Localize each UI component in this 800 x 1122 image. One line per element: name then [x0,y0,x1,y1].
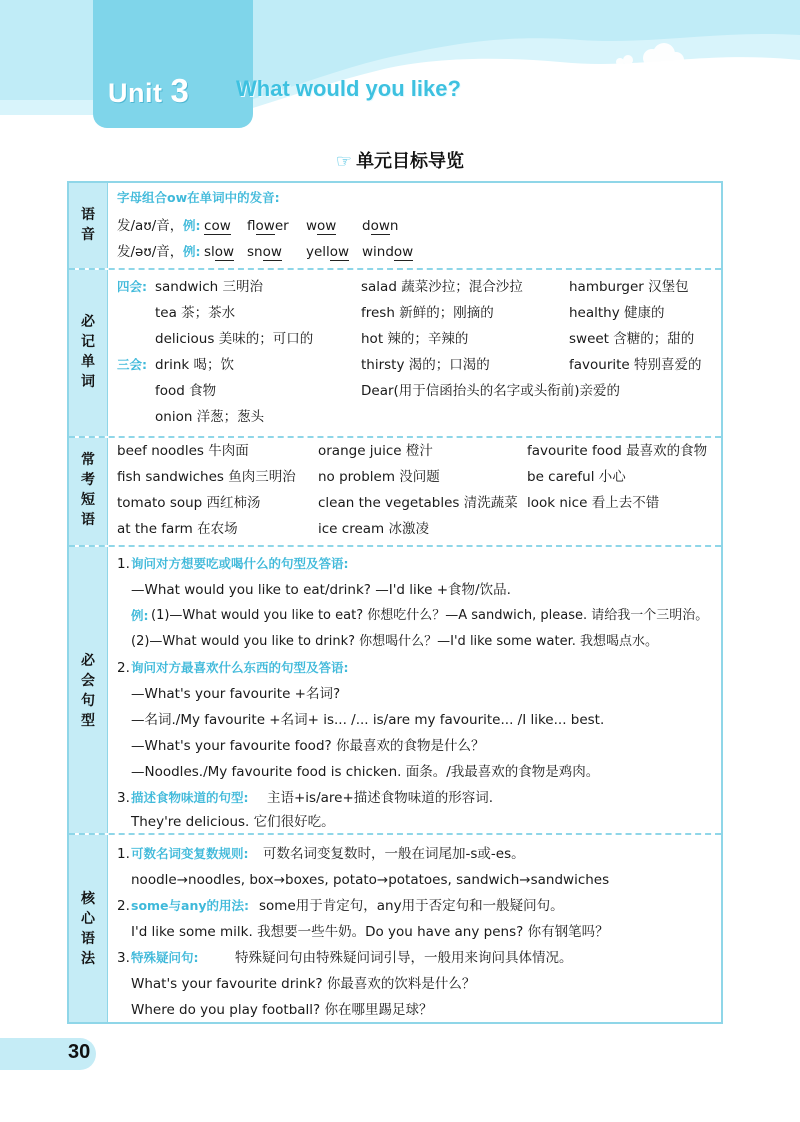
vocab-item: thirsty 渴的；口渴的 [361,357,490,373]
row-phrases [69,438,721,547]
grammar-rule: some用于肯定句，any用于否定句和一般疑问句。 [259,898,564,914]
vocab-item: hot 辣的；辛辣的 [361,331,469,347]
phonics-word: flower [247,218,289,234]
unit-label [108,72,189,110]
row-label: 必 记 单 词 [69,270,108,436]
vocab-item: onion 洋葱；葱头 [155,409,265,425]
vocab-item: sandwich 三明治 [155,279,263,295]
vocab-item: sweet 含糖的；甜的 [569,331,695,347]
unit-number: 3 [170,72,190,109]
phonics-word: yellow [306,244,350,260]
vocab-item: food 食物 [155,383,217,399]
three-skills-tag: 三会: [117,357,147,372]
pattern-line: —Noodles./My favourite food is chicken. 面条。/我最喜欢的食物是鸡肉。 [131,764,600,780]
vocab-item: fresh 新鲜的；刚摘的 [361,305,494,321]
pattern-line: 主语+is/are+描述食物味道的形容词. [267,790,494,806]
grammar-example: Where do you play football? 你在哪里踢足球？ [131,1002,433,1018]
row-vocabulary [69,270,721,438]
pattern-title: 询问对方最喜欢什么东西的句型及答语: [131,660,349,675]
phonics-word: window [362,244,414,260]
pattern-example: They're delicious. 它们很好吃。 [131,814,335,830]
row-label: 必 会 句 型 [69,547,108,833]
phonics-word: wow [306,218,337,234]
phonics-word: down [362,218,399,234]
phrase-item: look nice 看上去不错 [527,495,660,511]
grammar-rule: 可数名词变复数时，一般在词尾加-s或-es。 [263,846,525,862]
phrase-item: tomato soup 西红柿汤 [117,495,261,511]
phonics-sound-ou: 发/əʊ/音， [117,244,184,260]
vocab-item: Dear(用于信函抬头的名字或头衔前)亲爱的 [361,383,621,399]
unit-word: Unit [108,78,163,108]
phonics-intro: 字母组合ow在单词中的发音: [117,190,280,205]
row-grammar: 核 心 语 法 1. 可数名词变复数规则: 可数名词变复数时，一般在词尾加-s或-es。 noodle→noodles, box→boxes, potato→potatoes, sandwich→sandwiches 2. some与any的用法: some用于肯定句，any用于否定句和一般疑问句。 I'd like some milk. 我想要一些牛奶。Do you have any pens? 你有钢笔吗？ 3. 特殊疑问句: 特殊疑问句由特殊疑问词引导，一般用来询问具体情况。 What's your favourite drink? 你最喜欢的饮料是什么？ Where do you play football? 你在哪里踢足球？ [69,835,721,1022]
vocab-item: delicious 美味的；可口的 [155,331,314,347]
four-skills-tag: 四会: [117,279,147,294]
phrase-item: ice cream 冰激凌 [318,521,429,537]
phonics-sound-au: 发/aʊ/音， [117,218,184,234]
summary-table [67,181,723,1024]
section-title: 单元目标导览 [356,151,465,172]
phrase-item: fish sandwiches 鱼肉三明治 [117,469,296,485]
pointing-hand-icon: ☞ [335,151,353,172]
grammar-title: 特殊疑问句: [131,950,199,965]
row-label: 核 心 语 法 [69,835,108,1022]
vocab-item: tea 茶；茶水 [155,305,236,321]
grammar-example: What's your favourite drink? 你最喜欢的饮料是什么？ [131,976,476,992]
vocab-item: drink 喝；饮 [155,357,235,373]
pattern-line: —What's your favourite food? 你最喜欢的食物是什么？ [131,738,485,754]
phrase-item: be careful 小心 [527,469,626,485]
section-heading [0,147,800,173]
pattern-title: 描述食物味道的句型: [131,790,249,805]
phrase-item: no problem 没问题 [318,469,440,485]
grammar-title: some与any的用法: [131,898,250,913]
pattern-example: (1)—What would you like to eat? 你想吃什么？—A sandwich, please. 请给我一个三明治。 [151,608,709,623]
pattern-line: —名词./My favourite +名词+ is... /... is/are my favourite... /I like... best. [131,712,605,728]
phrase-item: at the farm 在农场 [117,521,238,537]
vocab-item: hamburger 汉堡包 [569,279,689,295]
vocab-item: favourite 特别喜爱的 [569,357,702,373]
row-sentence-patterns: 必 会 句 型 1. 询问对方想要吃或喝什么的句型及答语: —What would you like to eat/drink? —I'd like +食物/饮品. 例: (1)—What would you like to eat? 你想吃什么？—A sandwich, please. 请给我一个三明治。 (2)—What would you like to drink? 你想喝什么？—I'd like some water. 我想喝点水。 2. 询问对方最喜欢什么东西的句型及答语: —What's your favourite +名词? —名词./My favourite +名词+ is... /... is/are my favourite... /I like... best. —What's your favourite food? 你最喜欢的食物是什么？ —Noodles./My favourite food is chicken. 面条。/我最喜欢的食物是鸡肉。 3. 描述食物味道的句型: 主语+is/are+描述食物味道的形容词. They're delicious. 它们很好吃。 [69,547,721,835]
phrase-item: beef noodles 牛肉面 [117,443,249,459]
phrase-item: favourite food 最喜欢的食物 [527,443,708,459]
row-phonics: 语 音 字母组合ow在单词中的发音: 发/aʊ/音， 例: cow flower wow down 发/əʊ/音， 例: slow snow yellow window [69,183,721,270]
pattern-line: —What would you like to eat/drink? —I'd like +食物/饮品. [131,582,511,598]
phonics-word: slow [204,244,235,260]
pattern-example: (2)—What would you like to drink? 你想喝什么？—I'd like some water. 我想喝点水。 [131,634,658,649]
grammar-example: I'd like some milk. 我想要一些牛奶。Do you have any pens? 你有钢笔吗？ [131,924,609,940]
phrase-item: orange juice 橙汁 [318,443,433,459]
page-number: 30 [68,1041,91,1063]
phrase-item: clean the vegetables 清洗蔬菜 [318,495,518,511]
pattern-line: —What's your favourite +名词? [131,686,341,702]
row-label: 常 考 短 语 [69,438,108,545]
vocab-item: healthy 健康的 [569,305,665,321]
grammar-rule: 特殊疑问句由特殊疑问词引导，一般用来询问具体情况。 [235,950,573,966]
grammar-title: 可数名词变复数规则: [131,846,249,861]
vocab-item: salad 蔬菜沙拉；混合沙拉 [361,279,523,295]
row-label: 语 音 [69,183,108,268]
phonics-word: snow [247,244,282,260]
unit-title: What would you like? [236,76,461,101]
grammar-example: noodle→noodles, box→boxes, potato→potatoes, sandwich→sandwiches [131,872,610,888]
phonics-word: cow [204,218,231,234]
pattern-title: 询问对方想要吃或喝什么的句型及答语: [131,556,349,571]
